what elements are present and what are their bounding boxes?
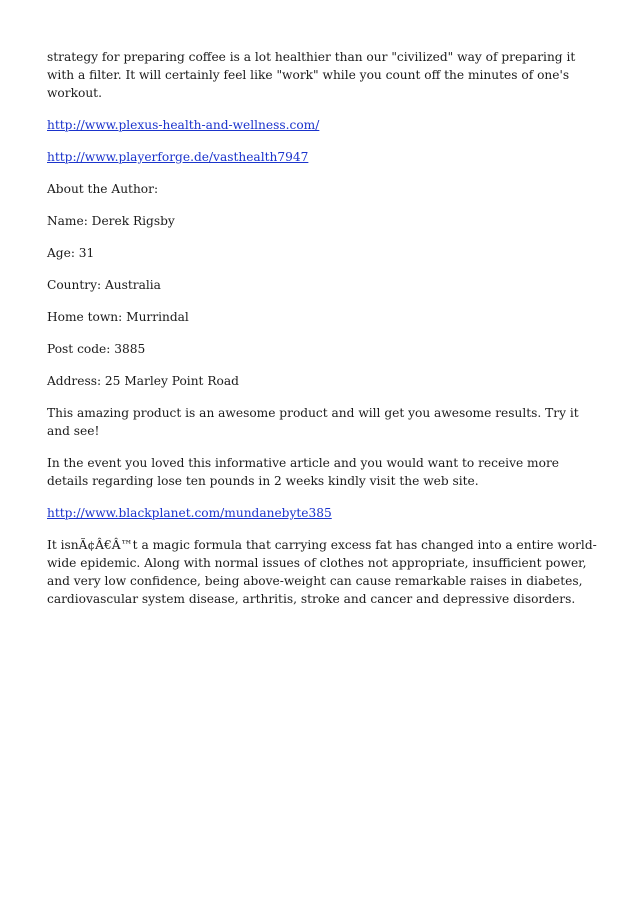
plexus-health-link[interactable]: http://www.plexus-health-and-wellness.com/ [47,118,320,132]
author-hometown: Home town: Murrindal [47,310,189,324]
blackplanet-link[interactable]: http://www.blackplanet.com/mundanebyte385 [47,506,332,520]
intro-paragraph: strategy for preparing coffee is a lot healthier than our "civilized" way of preparing it with a filter. It will certainly feel like "work" while you count off the minutes of one's workout. [47,50,576,100]
author-name: Name: Derek Rigsby [47,214,175,228]
author-postcode: Post code: 3885 [47,342,146,356]
final-paragraph: It isnÃ¢Â€Â™t a magic formula that carrying excess fat has changed into a entire world-wide epidemic. Along with normal issues of clothes not appropriate, insufficient power, and very low confidence, being above-weight can cause remarkable raises in diabetes, cardiovascular system disease, arthritis, stroke and cancer and depressive disorders. [47,538,597,606]
link-paragraph-1 [47,116,599,134]
author-age: Age: 31 [47,246,95,260]
author-address: Address: 25 Marley Point Road [47,374,239,388]
link-paragraph-3 [47,504,599,522]
about-author-heading: About the Author: [47,182,159,196]
event-paragraph: In the event you loved this informative article and you would want to receive more details regarding lose ten pounds in 2 weeks kindly visit the web site. [47,456,559,488]
link-paragraph-2 [47,148,599,166]
playerforge-link[interactable]: http://www.playerforge.de/vasthealth7947 [47,150,309,164]
product-paragraph: This amazing product is an awesome product and will get you awesome results. Try it and see! [47,406,579,438]
author-country: Country: Australia [47,278,161,292]
document-page [47,48,599,622]
